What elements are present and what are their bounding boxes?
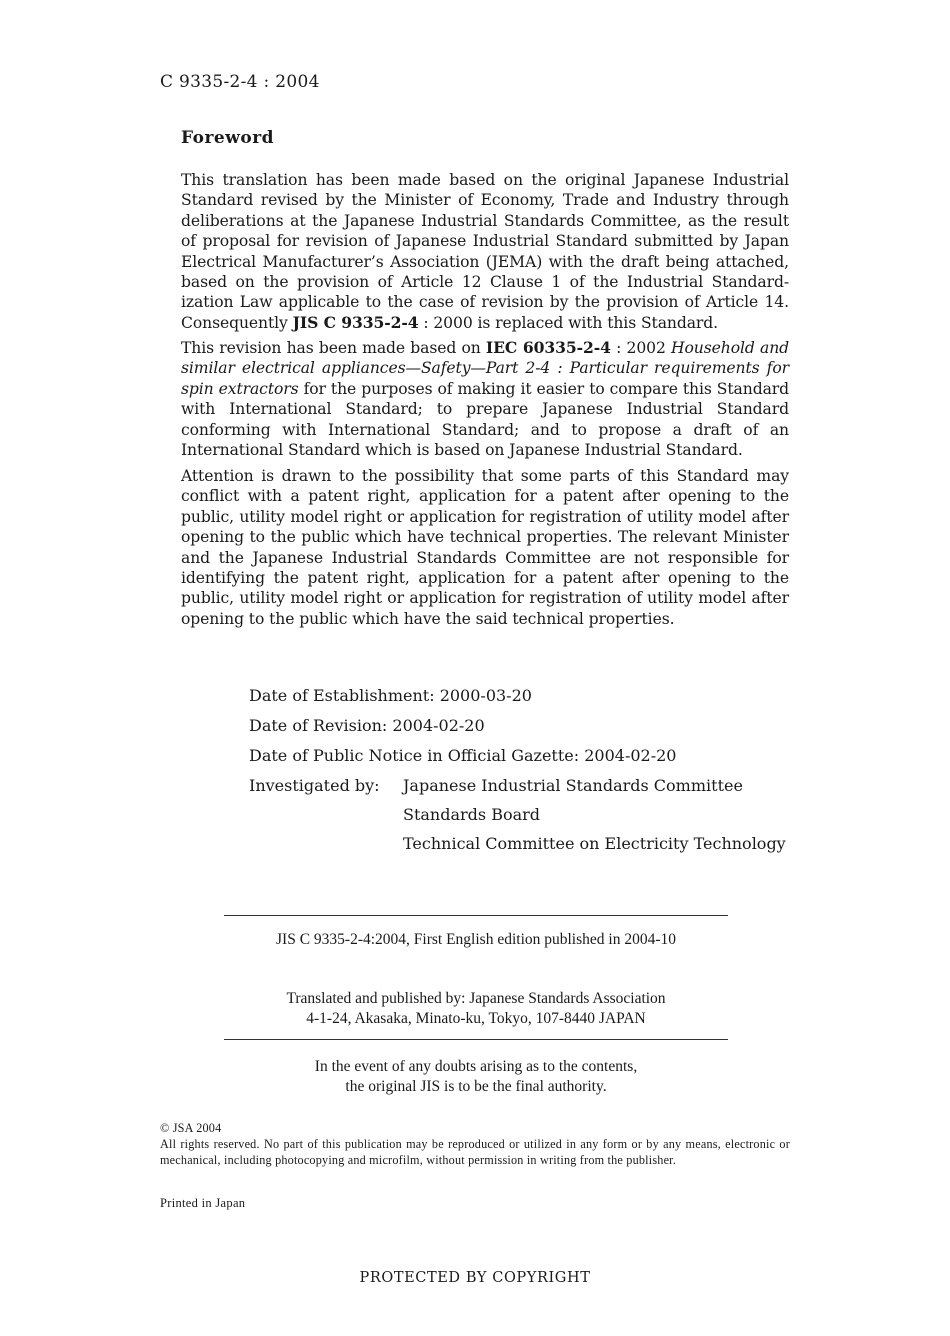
printed-in: Printed in Japan [160, 1196, 246, 1210]
foreword-paragraph-2 [181, 338, 789, 460]
investigated-technical: Technical Committee on Electricity Technology [403, 834, 786, 853]
p1-standard-ref: JIS C 9335-2-4 [292, 312, 419, 332]
publisher-line-1: Translated and published by: Japanese Standards Association [286, 990, 666, 1007]
investigated-list [403, 776, 803, 863]
p2-tail: for the purposes of making it easier to compare this Standard with International Standard; to prepare Japanese Industrial Standard conforming with International Standard; and to propose a draft of an International Standard which is based on Japanese Industrial Standard. [181, 379, 790, 460]
p2-year: : 2002 [610, 339, 672, 357]
authority-line-2: the original JIS is to be the final authority. [345, 1078, 607, 1095]
date-establishment: Date of Establishment: 2000-03-20 [249, 686, 532, 705]
investigated-committee: Japanese Industrial Standards Committee [403, 776, 743, 795]
publisher-block [224, 989, 728, 1029]
rights-notice: All rights reserved. No part of this publication may be reproduced or utilized in any form or by any means, electronic or mechanical, including photocopying and microfilm, without permission in writing from the publisher. [160, 1137, 790, 1167]
foreword-title: Foreword [181, 128, 275, 148]
date-revision: Date of Revision: 2004-02-20 [249, 716, 485, 735]
protected-footer: PROTECTED BY COPYRIGHT [359, 1270, 591, 1286]
foreword-paragraph-3 [181, 466, 789, 629]
authority-note [224, 1057, 728, 1097]
p2-iec-ref: IEC 60335-2-4 [485, 338, 611, 357]
date-gazette: Date of Public Notice in Official Gazette: 2004-02-20 [249, 746, 677, 765]
p1-tail: : 2000 is replaced with this Standard. [418, 313, 719, 332]
foreword-paragraph-1 [181, 170, 789, 333]
divider-top [224, 915, 728, 916]
p3-text: Attention is drawn to the possibility that some parts of this Standard may conflict with a patent right, application for a patent after opening to the public, utility model right or application for registration of utility model after opening to the public which have technical properties. The relevant Minister and the Japanese Industrial Standards Committee are not responsible for identifying the patent right, application for a patent after opening to the public, utility model right or application for registration of utility model after opening to the public which have the said technical properties. [181, 467, 789, 628]
edition-line: JIS C 9335-2-4:2004, First English edition published in 2004-10 [276, 931, 676, 948]
authority-line-1: In the event of any doubts arising as to the contents, [314, 1058, 638, 1075]
document-code: C 9335-2-4 : 2004 [160, 72, 320, 92]
p2-title: Household and similar electrical appliances—Safety—Part 2-4 : Particular requirements for spin extractors [181, 339, 790, 398]
investigated-board: Standards Board [403, 805, 541, 824]
publisher-address: 4-1-24, Akasaka, Minato-ku, Tokyo, 107-8440 JAPAN [306, 1010, 646, 1027]
copyright-line: © JSA 2004 [160, 1121, 222, 1135]
p1-text: This translation has been made based on the original Japanese Industrial Standard revised by the Minister of Economy, Trade and Industry through deliberations at the Japanese Industrial Standards Committee, as the result of proposal for revision of Japanese Industrial Standard submitted by Japan Electrical Manufacturer’s Association (JEMA) with the draft being attached, based on the provision of Article 12 Clause 1 of the Industrial Standard-ization Law applicable to the case of revision by the provision of Article 14. Consequently [181, 171, 789, 332]
divider-bottom [224, 1039, 728, 1040]
p2-head: This revision has been made based on [181, 339, 486, 357]
investigated-label: Investigated by: [249, 776, 380, 795]
copyright-block [160, 1120, 790, 1168]
